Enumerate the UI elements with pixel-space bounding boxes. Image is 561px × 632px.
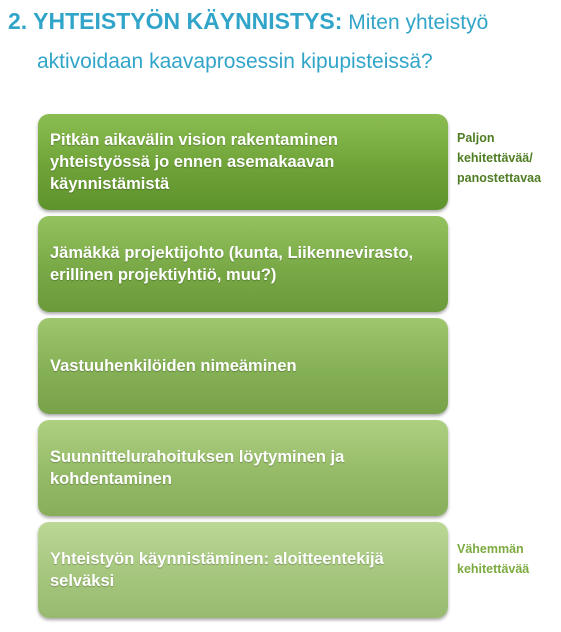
step-box-1: [38, 114, 448, 210]
step-text-2: Jämäkkä projektijohto (kunta, Liikennevirasto, erillinen projektiyhtiö, muu?): [50, 244, 414, 284]
step-text-3: Vastuuhenkilöiden nimeäminen: [50, 357, 297, 375]
title-question-end: aktivoidaan kaavaprosessin kipupisteissä?: [37, 50, 433, 73]
title-question-start: Miten yhteistyö: [348, 11, 489, 34]
step-text-1: Pitkän aikavälin vision rakentaminen yhteistyössä jo ennen asemakaavan käynnistämistä: [50, 131, 338, 193]
step-box-2: [38, 216, 448, 312]
step-stack: [38, 114, 448, 618]
side-label-more-development: Paljon kehitettävää/ panostettavaa: [457, 131, 542, 185]
title-heading: 2. YHTEISTYÖN KÄYNNISTYS:: [8, 8, 343, 34]
step-box-4: [38, 420, 448, 516]
page-title: [8, 4, 553, 79]
step-box-5: [38, 522, 448, 618]
side-label-less-development: Vähemmän kehitettävää: [457, 542, 530, 576]
step-box-3: [38, 318, 448, 414]
step-text-4: Suunnittelurahoituksen löytyminen ja kohdentaminen: [50, 448, 345, 488]
step-text-5: Yhteistyön käynnistäminen: aloitteentekijä selväksi: [50, 550, 384, 590]
